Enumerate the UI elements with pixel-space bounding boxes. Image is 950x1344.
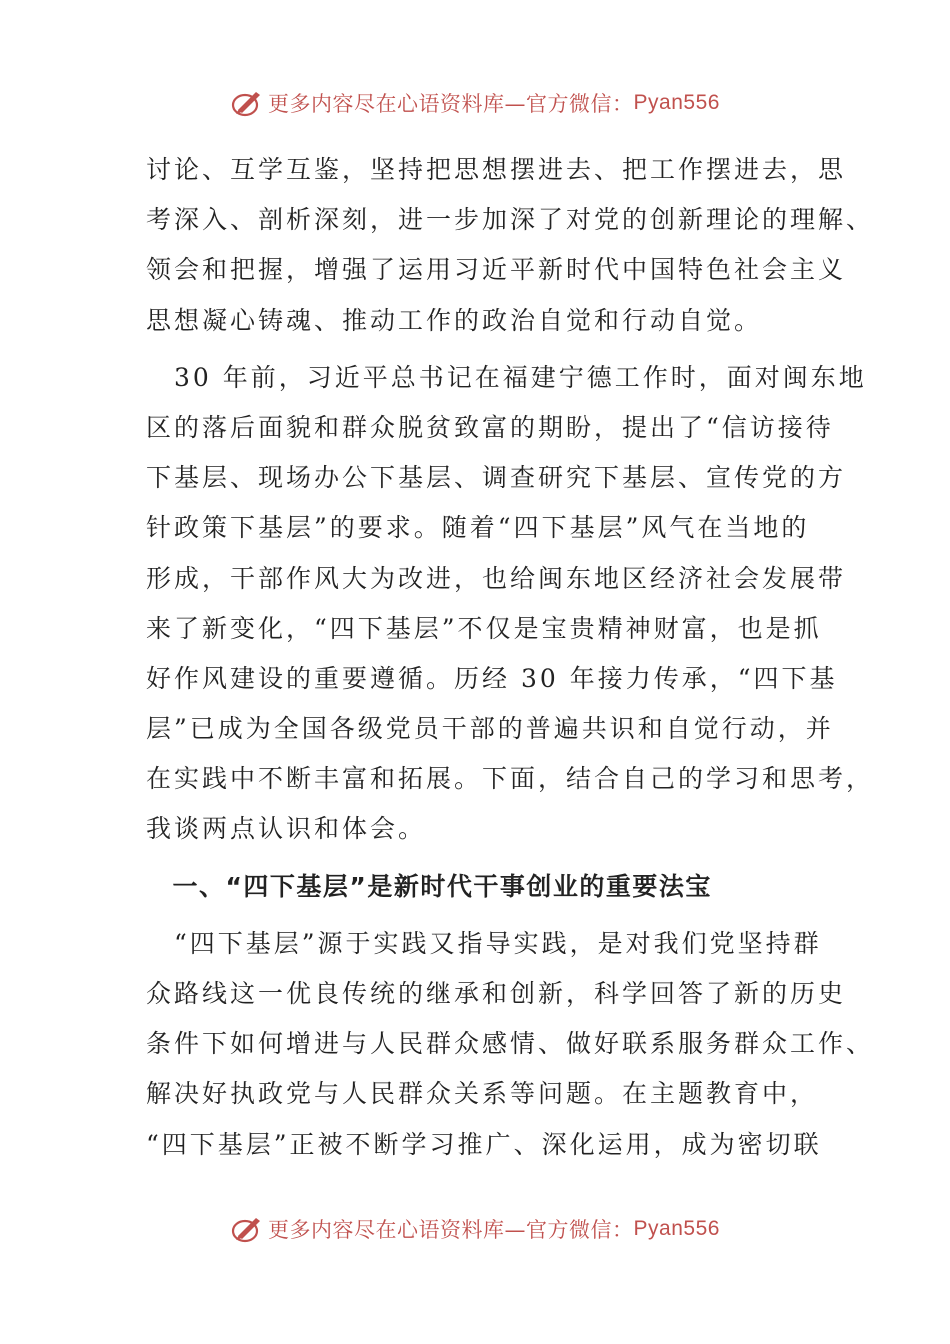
text-line: 来了新变化，“四下基层”不仅是宝贵精神财富，也是抓 [146, 613, 822, 643]
text-line: “四下基层”正被不断学习推广、深化运用，成为密切联 [146, 1129, 822, 1159]
text-line: 针政策下基层”的要求。随着“四下基层”风气在当地的 [146, 513, 810, 543]
text-line: 众路线这一优良传统的继承和创新，科学回答了新的历史 [146, 979, 847, 1008]
paragraph-2 [146, 353, 875, 855]
footer-watermark [0, 1209, 950, 1249]
text-line: 领会和把握，增强了运用习近平新时代中国特色社会主义 [146, 255, 847, 285]
text-line: 下基层、现场办公下基层、调查研究下基层、宣传党的方 [146, 463, 847, 493]
text-line: 层”已成为全国各级党员干部的普遍共识和自觉行动，并 [146, 714, 834, 744]
text-line: 讨论、互学互鉴，坚持把思想摆进去、把工作摆进去，思 [146, 155, 847, 184]
paragraph-3 [146, 919, 875, 1170]
text-line: 好作风建设的重要遵循。历经 30 年接力传承，“四下基 [146, 663, 838, 693]
text-line: 我谈两点认识和体会。 [146, 814, 427, 844]
text-line: 区的落后面貌和群众脱贫致富的期盼，提出了“信访接待 [146, 412, 834, 442]
text-line: 30 年前，习近平总书记在福建宁德工作时，面对闽东地 [146, 362, 867, 392]
pen-seal-icon [230, 1212, 264, 1246]
text-line: 形成，干部作风大为改进，也给闽东地区经济社会发展带 [146, 563, 847, 593]
pen-seal-icon [230, 86, 264, 120]
text-line: 在实践中不断丰富和拓展。下面，结合自己的学习和思考， [146, 764, 875, 794]
text-line: 解决好执政党与人民群众关系等问题。在主题教育中， [146, 1079, 819, 1109]
header-watermark-handle: Pyan556 [633, 91, 720, 114]
header-watermark [0, 83, 950, 123]
text-line: 考深入、剖析深刻，进一步加深了对党的创新理论的理解、 [146, 205, 875, 235]
paragraph-1 [146, 145, 875, 346]
header-watermark-text: 更多内容尽在心语资料库—官方微信： [268, 92, 634, 116]
text-line: 思想凝心铸魂、推动工作的政治自觉和行动自觉。 [146, 305, 763, 335]
footer-watermark-text: 更多内容尽在心语资料库—官方微信： [268, 1218, 634, 1242]
document-body [146, 145, 875, 1170]
text-line: 条件下如何增进与人民群众感情、做好联系服务群众工作、 [146, 1029, 875, 1059]
footer-watermark-handle: Pyan556 [633, 1217, 720, 1240]
text-line: “四下基层”源于实践又指导实践，是对我们党坚持群 [146, 928, 822, 958]
section-heading: 一、“四下基层”是新时代干事创业的重要法宝 [146, 871, 712, 901]
